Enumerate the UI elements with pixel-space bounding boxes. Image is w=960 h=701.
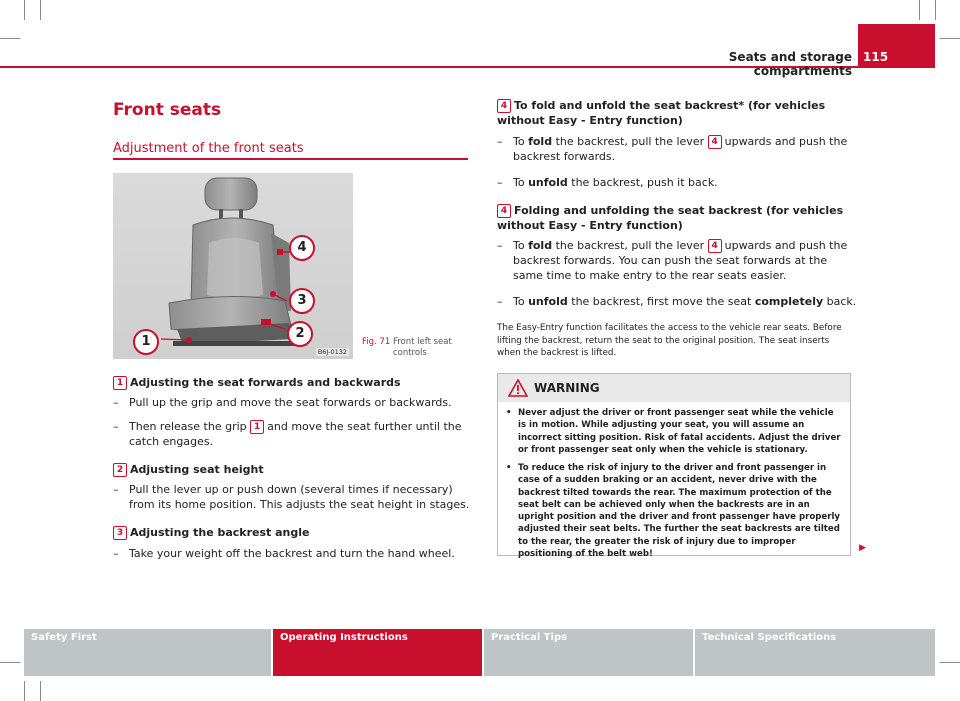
figure-callout-4: 4 xyxy=(289,235,315,261)
callout-badge: 4 xyxy=(497,99,511,113)
list-item: – Pull up the grip and move the seat forwards or backwards. xyxy=(113,396,452,409)
figure-caption xyxy=(362,337,485,359)
warning-header xyxy=(498,374,850,402)
figure-caption-number: Fig. 71 xyxy=(362,337,391,347)
callout-badge: 4 xyxy=(497,204,511,218)
crop-mark xyxy=(24,0,25,20)
footer-tab-operating-instructions[interactable]: Operating Instructions xyxy=(273,629,482,676)
list-item: – To fold the backrest, pull the lever 4 upwards and push the backrest forwards. You can push the seat forwards at the same time to make entry to the rear seats easier. xyxy=(497,239,848,282)
footer-tab-technical-specifications[interactable]: Technical Specifications xyxy=(695,629,935,676)
page-number: 115 xyxy=(858,24,935,68)
figure-code: B6J-0132 xyxy=(317,348,347,356)
callout-badge: 4 xyxy=(708,135,722,149)
running-header-title: Seats and storage compartments xyxy=(728,50,852,78)
figure-callout-1: 1 xyxy=(133,329,159,355)
footer-tab-safety-first[interactable]: Safety First xyxy=(24,629,271,676)
crop-mark xyxy=(24,681,25,701)
page-title: Front seats xyxy=(113,100,222,120)
section-4a-heading: 4 To fold and unfold the seat backrest* (for vehicles without Easy - Entry function) xyxy=(497,99,826,127)
section-3-heading: 3 Adjusting the backrest angle xyxy=(113,525,310,540)
section-rule xyxy=(113,158,468,160)
crop-mark xyxy=(0,38,20,39)
callout-badge: 2 xyxy=(113,463,127,477)
warning-box xyxy=(497,373,866,560)
figure-callout-2: 2 xyxy=(287,321,313,347)
section-2-heading: 2 Adjusting seat height xyxy=(113,462,264,477)
callout-badge: 1 xyxy=(250,420,264,434)
crop-mark xyxy=(919,0,920,20)
section-4b-heading: 4 Folding and unfolding the seat backrest (for vehicles without Easy - Entry function) xyxy=(497,204,844,232)
list-item: – Then release the grip 1 and move the seat further until the catch engages. xyxy=(113,420,462,448)
list-item: – To unfold the backrest, push it back. xyxy=(497,176,718,189)
list-item: – Pull the lever up or push down (several times if necessary) from its home position. This adjusts the seat height in stages. xyxy=(113,483,470,511)
warning-title: WARNING xyxy=(534,381,600,395)
crop-mark xyxy=(40,0,41,20)
list-item: – Take your weight off the backrest and turn the hand wheel. xyxy=(113,547,455,560)
list-item: – To unfold the backrest, first move the seat completely back. xyxy=(497,295,857,308)
figure-caption-text: Front left seat controls xyxy=(392,337,452,358)
section-1-heading: 1 Adjusting the seat forwards and backwards xyxy=(113,375,401,390)
list-item: – To fold the backrest, pull the lever 4 upwards and push the backrest forwards. xyxy=(497,135,848,163)
warning-bullet: • To reduce the risk of injury to the driver and front passenger in case of a sudden braking or an accident, never drive with the backrest tilted towards the rear. The maximum protection of the seat belt can be achieved only when the backrests are in an upright position and the driver and front passenger have properly adjusted their seat belts. The further the seat backrests are tilted to the rear, the greater the risk of injury due to improper positioning of the belt web! xyxy=(506,463,841,560)
seat-figure xyxy=(113,173,353,359)
figure-callout-3: 3 xyxy=(289,288,315,314)
crop-mark xyxy=(935,0,936,20)
section-title: Adjustment of the front seats xyxy=(113,141,304,156)
easy-entry-paragraph: The Easy-Entry function facilitates the access to the vehicle rear seats. Before lifting the backrest, return the seat to the original position. The seat inserts when the backrest is lifted. xyxy=(497,323,842,358)
continue-arrow-icon: ▶ xyxy=(859,543,866,553)
crop-mark xyxy=(0,662,20,663)
crop-mark xyxy=(40,681,41,701)
warning-bullet: • Never adjust the driver or front passenger seat while the vehicle is in motion. While adjusting your seat, you will assume an incorrect sitting position. Risk of fatal accidents. Adjust the driver or front passenger seat only when the vehicle is stationary. xyxy=(506,408,841,455)
callout-badge: 1 xyxy=(113,376,127,390)
crop-mark xyxy=(940,38,960,39)
crop-mark xyxy=(940,662,960,663)
warning-triangle-icon xyxy=(508,379,528,397)
footer-tab-practical-tips[interactable]: Practical Tips xyxy=(484,629,693,676)
callout-badge: 3 xyxy=(113,526,127,540)
callout-badge: 4 xyxy=(708,239,722,253)
